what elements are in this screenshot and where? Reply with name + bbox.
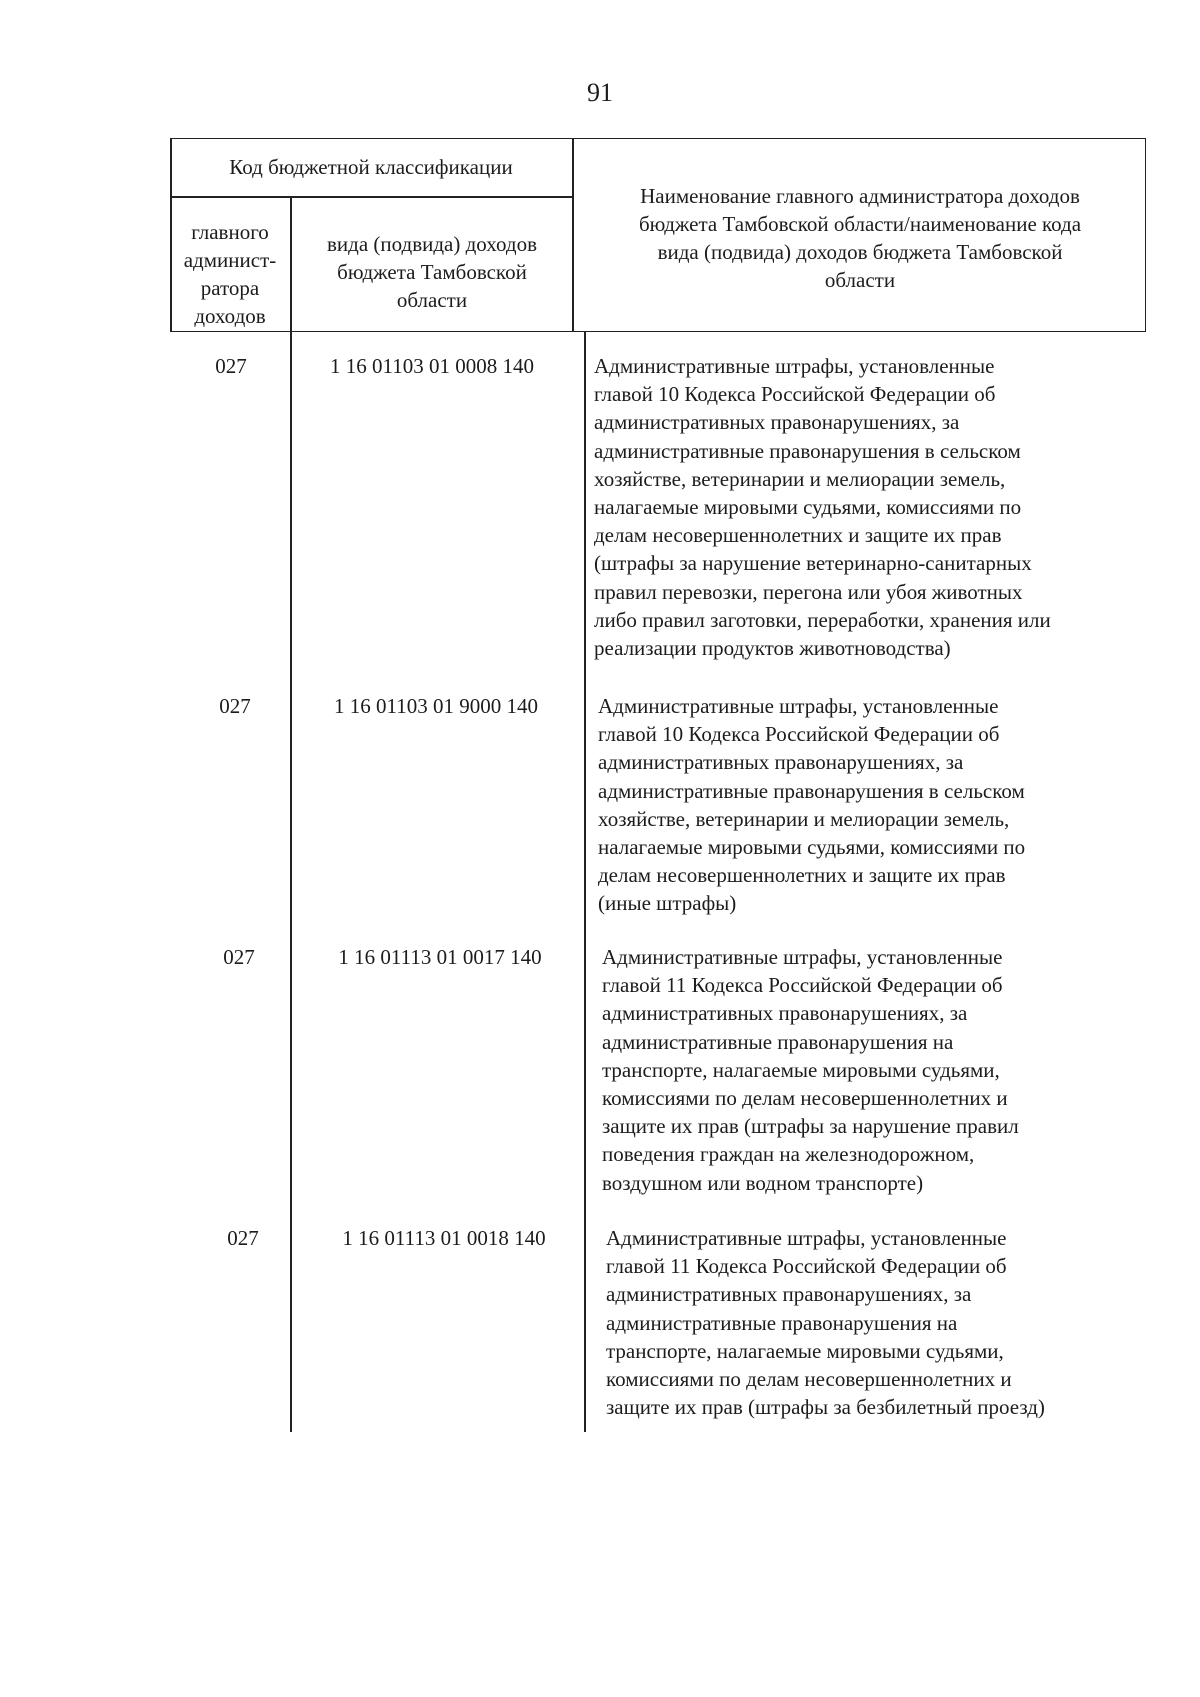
row-name: Административные штрафы, установленные главой 11 Кодекса Российской Федерации об административных правонарушениях, за административные правонарушения на транспорте, налагаемые мировыми судьями, комиссиями по делам несовершеннолетних и защите их прав (штрафы за безбилетный проезд)	[606, 1226, 1045, 1420]
row-name: Административные штрафы, установленные главой 11 Кодекса Российской Федерации об административных правонарушениях, за административные правонарушения на транспорте, налагаемые мировыми судьями, комиссиями по делам несовершеннолетних и защите их прав (штрафы за нарушение правил поведения граждан на железнодорожном, воздушном или водном транспорте)	[602, 945, 1019, 1195]
row-budget-code: 1 16 01113 01 0018 140	[342, 1226, 546, 1250]
body-col-line-1	[290, 332, 292, 1432]
header-group-title: Код бюджетной классификации	[229, 155, 513, 179]
row-admin-code: 027	[223, 945, 255, 969]
row-admin-code: 027	[215, 354, 247, 378]
row-name: Административные штрафы, установленные главой 10 Кодекса Российской Федерации об административных правонарушениях, за административные правонарушения в сельском хозяйстве, ветеринарии и мелиорации земель, налагаемые мировыми судьями, комиссиями по делам несовершеннолетних и защите их прав (штрафы за нарушение ветеринарно-санитарных правил перевозки, перегона или убоя животных либо правил заготовки, переработки, хранения или реализации продуктов животноводства)	[594, 354, 1051, 661]
header-col-name: Наименование главного администратора доходов бюджета Тамбовской области/наименование кода вида (подвида) доходов бюджета Тамбовской области	[638, 184, 1082, 292]
row-budget-code: 1 16 01113 01 0017 140	[338, 945, 542, 969]
header-col-admin: главного админист- ратора доходов	[183, 220, 277, 328]
header-col-code: вида (подвида) доходов бюджета Тамбовской области	[327, 232, 537, 312]
row-budget-code: 1 16 01103 01 0008 140	[330, 354, 534, 378]
page-number: 91	[587, 78, 613, 107]
row-name: Административные штрафы, установленные главой 10 Кодекса Российской Федерации об административных правонарушениях, за административные правонарушения в сельском хозяйстве, ветеринарии и мелиорации земель, налагаемые мировыми судьями, комиссиями по делам несовершеннолетних и защите их прав (иные штрафы)	[598, 694, 1026, 916]
header-group-underline	[170, 196, 572, 198]
row-budget-code: 1 16 01103 01 9000 140	[334, 694, 538, 718]
row-admin-code: 027	[227, 1226, 259, 1250]
row-admin-code: 027	[219, 694, 251, 718]
body-col-line-2	[584, 332, 586, 1432]
